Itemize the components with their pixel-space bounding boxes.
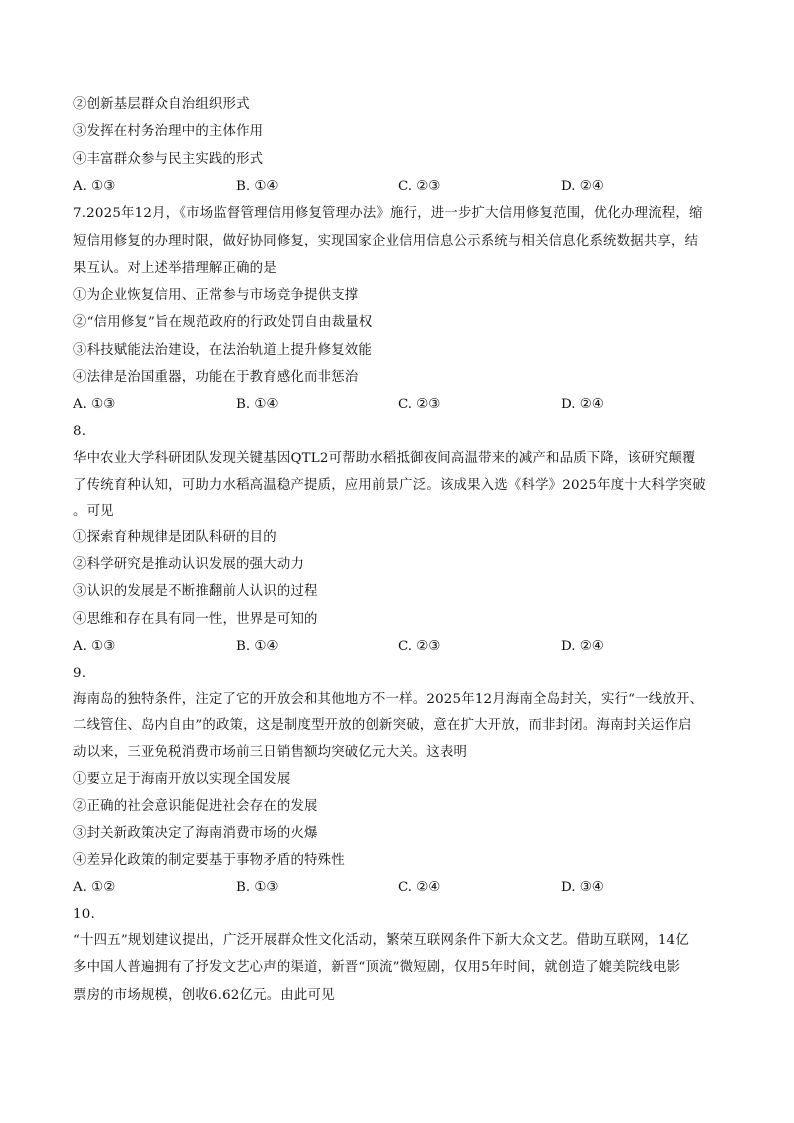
- q6-item-4: ④丰富群众参与民主实践的形式: [73, 152, 264, 167]
- q6-option-d: D. ②④: [561, 179, 604, 194]
- q9-item-1: ①要立足于海南开放以实现全国发展: [73, 772, 291, 787]
- q9-stem-line-1: 海南岛的独特条件，注定了它的开放会和其他地方不一样。2025年12月海南全岛封关，实行“一线放开、: [73, 692, 704, 707]
- q9-option-c: C. ②④: [398, 880, 441, 895]
- q8-stem-line-1: 华中农业大学科研团队发现关键基因QTL2可帮助水稻抵御夜间高温带来的减产和品质下降，该研究颠覆: [73, 451, 696, 466]
- q8-stem-line-3: 。可见: [73, 504, 114, 519]
- q9-option-b: B. ①③: [236, 880, 279, 895]
- q7-item-4: ④法律是治国重器，功能在于教育感化而非惩治: [73, 370, 359, 385]
- q6-option-b: B. ①④: [236, 179, 279, 194]
- q8-option-b: B. ①④: [236, 639, 279, 654]
- q8-option-d: D. ②④: [561, 639, 604, 654]
- q6-options: [73, 177, 723, 197]
- q6-option-a: A. ①③: [73, 179, 116, 194]
- q10-stem-line-2: 多中国人普遍拥有了抒发文艺心声的渠道，新晋“顶流”微短剧，仅用5年时间，就创造了媲美院线电影: [73, 960, 681, 975]
- q10-number: 10.: [73, 907, 95, 922]
- q7-option-a: A. ①③: [73, 397, 116, 412]
- q7-item-2: ②“信用修复”旨在规范政府的行政处罚自由裁量权: [73, 315, 373, 330]
- q7-stem-line-1: 7.2025年12月，《市场监督管理信用修复管理办法》施行，进一步扩大信用修复范围，优化办理流程，缩: [73, 206, 703, 221]
- q9-item-4: ④差异化政策的制定要基于事物矛盾的特殊性: [73, 853, 345, 868]
- q7-stem-line-3: 果互认。对上述举措理解正确的是: [73, 261, 277, 276]
- q9-stem-line-2: 二线管住、岛内自由”的政策，这是制度型开放的创新突破，意在扩大开放，而非封闭。海南封关运作启: [73, 718, 692, 733]
- q8-item-2: ②科学研究是推动认识发展的强大动力: [73, 557, 305, 572]
- q9-option-d: D. ③④: [561, 880, 604, 895]
- q9-stem-line-3: 动以来，三亚免税消费市场前三日销售额均突破亿元大关。这表明: [73, 745, 468, 760]
- q8-number: 8.: [73, 424, 87, 439]
- q8-stem-line-2: 了传统育种认知，可助力水稻高温稳产提质，应用前景广泛。该成果入选《科学》2025年度十大科学突破: [73, 478, 706, 493]
- q8-option-a: A. ①③: [73, 639, 116, 654]
- q8-item-1: ①探索育种规律是团队科研的目的: [73, 530, 277, 545]
- q6-item-3: ③发挥在村务治理中的主体作用: [73, 124, 264, 139]
- q7-stem-line-2: 短信用修复的办理时限，做好协同修复，实现国家企业信用信息公示系统与相关信息化系统数据共享，结: [73, 234, 699, 249]
- q7-options: [73, 395, 723, 415]
- q7-item-3: ③科技赋能法治建设，在法治轨道上提升修复效能: [73, 343, 372, 358]
- q9-number: 9.: [73, 666, 87, 681]
- q7-item-1: ①为企业恢复信用、正常参与市场竞争提供支撑: [73, 288, 359, 303]
- q7-option-b: B. ①④: [236, 397, 279, 412]
- q9-item-3: ③封关新政策决定了海南消费市场的火爆: [73, 826, 318, 841]
- q8-options: [73, 637, 723, 657]
- q7-option-d: D. ②④: [561, 397, 604, 412]
- q10-stem-line-3: 票房的市场规模，创收6.62亿元。由此可见: [73, 988, 335, 1003]
- q8-item-3: ③认识的发展是不断推翻前人认识的过程: [73, 584, 318, 599]
- q9-item-2: ②正确的社会意识能促进社会存在的发展: [73, 799, 318, 814]
- q6-item-2: ②创新基层群众自治组织形式: [73, 97, 250, 112]
- q6-option-c: C. ②③: [398, 179, 441, 194]
- q9-options: [73, 878, 723, 898]
- q10-stem-line-1: “十四五”规划建议提出，广泛开展群众性文化活动，繁荣互联网条件下新大众文艺。借助互联网，14亿: [73, 933, 689, 948]
- q8-item-4: ④思维和存在具有同一性，世界是可知的: [73, 612, 318, 627]
- q8-option-c: C. ②③: [398, 639, 441, 654]
- q9-option-a: A. ①②: [73, 880, 116, 895]
- q7-option-c: C. ②③: [398, 397, 441, 412]
